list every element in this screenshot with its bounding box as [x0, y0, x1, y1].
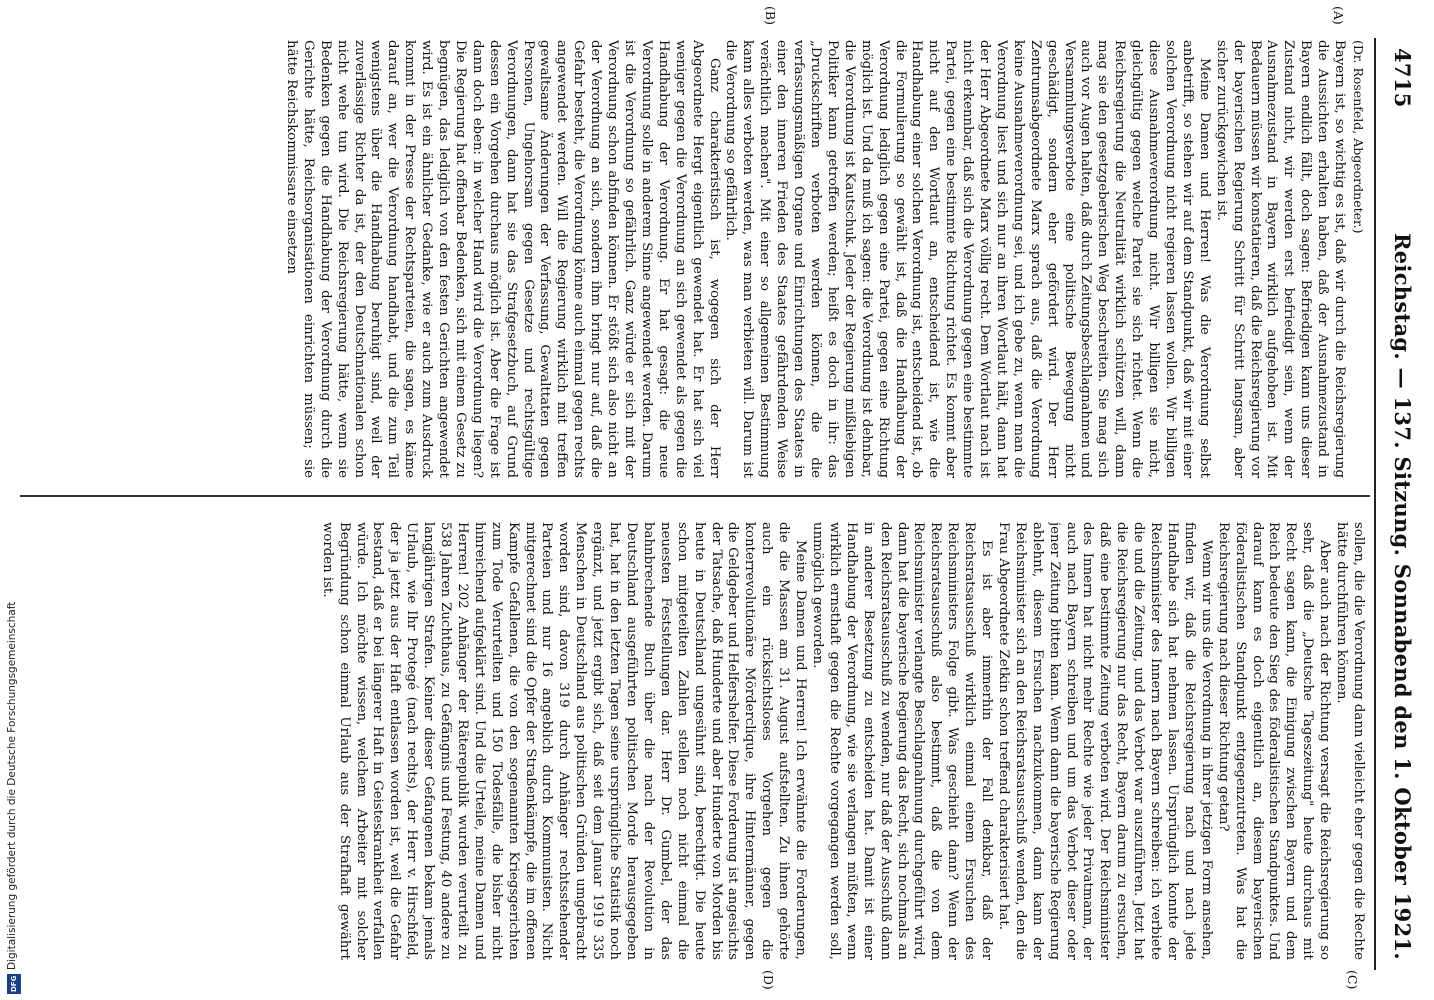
speaker-tag: (Dr. Rosenfeld, Abgeordneter.)	[1351, 40, 1366, 234]
paragraph: Aber auch nach der Richtung versagt die Reichsregierung so sehr, daß die „Deutsche Tageszeitung" heute durchaus mit Recht sagen kann, die Einigung zwischen Bayern und dem Reich bedeute den Sieg des föderalistischen Standpunktes. Und darauf kann es doch eigentlich an, diesem bayerischen föderalistischen Standpunkt entgegenzutreten. Was hat die Reichsregierung nach dieser Richtung getan?	[1215, 522, 1333, 960]
digitization-credit	[4, 0, 24, 1000]
paragraph: Meine Damen und Herren! Ich erwähnte die Forderungen, die die Massen am 31. August aufstellten. Zu ihnen gehörte auch ein rücksichtsloses Vorgehen gegen die konterrevolutionäre Mörderclique, ihre Hintermänner, gegen die Geldgeber und Helfershelfer. Diese Forderung ist angesichts der Tatsache, daß Hunderte und aber Hunderte von Morden bis heute in Deutschland ungesühnt sind, berechtigt. Die heute schon mitgeteilten Zahlen stellen noch nicht einmal die neuesten Feststellungen dar. Herr Dr. Gumbel, der das bahnbrechende Buch über die nach der Revolution in Deutschland ausgeführten politischen Morde herausgegeben hat, hat in den letzten Tagen seine ursprüngliche Statistik noch ergänzt, und jetzt ergibt sich, daß seit dem Januar 1919 335 Menschen in Deutschland aus politischen Gründen umgebracht worden sind, davon 319 durch Anhänger rechtsstehender Parteien und nur 16 angeblich durch Kommunisten. Nicht mitgerechnet sind die Opfer der Straßenkämpfe, die im offenen Kampfe Gefallenen, die von den sogenannten Kriegsgerichten zum Tode Verurteilten und 150 Todesfälle, die bisher nicht hinreichend aufgeklärt sind. Und die Urteile, meine Damen und Herren! 202 Anhänger der Räterepublik wurden verurteilt zu 538 Jahren Zuchthaus, zu Gefängnis und Festung, 40 andere zu langjährigen Strafen. Keiner dieser Gefangenen bekam jemals Urlaub, wie Ihr Protegé (nach rechts), der Herr v. Hirschfeld, der ja jetzt aus der Haft entlassen worden ist, weil die Gefahr bestand, daß er bei längerer Haft in Geisteskrankheit verfallen würde. Ich möchte wissen, welchem Arbeiter mit solcher Begründung schon einmal Urlaub aus der Strafhaft gewährt worden ist.	[319, 522, 809, 960]
left-column	[20, 40, 1366, 478]
margin-mark-c: (C)	[1345, 970, 1360, 990]
margin-mark-b: (B)	[763, 6, 778, 25]
margin-mark-a: (A)	[1331, 6, 1346, 25]
dfg-logo-icon: DFG	[7, 974, 21, 994]
paragraph: Bayern ist, so wichtig es ist, daß wir durch die Reichsregierung die Aussichten erhalten haben, daß der Ausnahmezustand in Bayern endlich fällt, doch sagen: Befriedigen kann uns dieser Zustand nicht, wir werden erst befriedigt sein, wenn der Ausnahmezustand in Bayern wirklich aufgehoben ist. Mit Bedauern müssen wir konstatieren, daß die Reichsregierung vor der bayerischen Regierung Schritt für Schritt langsam, aber sicher zurückgewichen ist.	[1213, 40, 1348, 478]
page-number: 4715	[1390, 48, 1416, 108]
paragraph: Es ist aber immerhin der Fall denkbar, daß der Reichsratsausschuß wirklich einmal einem Ersuchen des Reichsministers Folge gibt. Was geschieht dann? Wenn der Reichsratsausschuß also bestimmt, daß die von dem Reichsminister verlangte Beschlagnahmung durchgeführt wird, dann hat die bayerische Regierung das Recht, sich nochmals an den Reichsratsausschuß zu wenden, nur daß der Ausschuß dann in anderer Besetzung zu entscheiden hat. Damit ist einer Handhabung der Verordnung, wie sie verlangen müßten, wenn wirklich ernsthaft gegen die Rechte vorgegangen werden soll, unmöglich geworden.	[810, 522, 995, 960]
paragraph: Ganz charakteristisch ist, wogegen sich der Herr Abgeordnete Hergt eigentlich gewendet hat. Er hat sich viel weniger gegen die Verordnung an sich gewendet als gegen die Handhabung der Verordnung. Er hat gesagt: die neue Verordnung solle in anderem Sinne angewendet werden. Darum ist die Verordnung so gefährlich. Ganz würde er sich mit der Verordnung schon abfinden können. Er stößt sich also nicht an der Verordnung an sich, sondern ihm bringt nur auf, daß die Gefahr besteht, die Verordnung könne auch einmal gegen rechts angewendet werden. Will die Regierung wirklich mit treffen gewaltsame Änderungen der Verfassung, Gewalttaten gegen Personen, Ungehorsam gegen Gesetze und rechtsgültige Verordnungen, dann hat sie das Strafgesetzbuch, auf Grund dessen ein Vorgehen durchaus möglich ist. Aber die Frage ist dann doch eben: in welcher Hand wird die Verordnung liegen? Die Regierung hat offenbar Bedenken, sich mit einem Gesetz zu begnügen, das lediglich von den festen Gerichten angewendet wird. Es ist ein ähnlicher Gedanke, wie er auch zum Ausdruck kommt in der Presse der Rechtsparteien, die sagen, es käme darauf an, wer die Verordnung handhabt, und die zum Teil wenigstens über die Handhabung beruhigt sind, weil der zuverlässige Richter da ist, der den Deutschnationalen schon nicht wehe tun wird. Die Reichsregierung hätte, wenn sie Bedenken gegen die Handhabung der Verordnung durch die Gerichte hätte, Reichsorganisationen einrichten müssen; sie hätte Reichskommissare einsetzen	[283, 40, 722, 478]
margin-mark-d: (D)	[761, 970, 776, 990]
page-title: Reichstag. — 137. Sitzung. Sonnabend den 1. Oktober 1921.	[1390, 233, 1416, 960]
running-header	[1380, 48, 1426, 960]
paragraph: sollen, die die Verordnung dann vielleicht eher gegen die Rechte hätte durchführen können.	[1334, 522, 1366, 960]
paragraph: Wenn wir uns die Verordnung in ihrer jetzigen Form ansehen, finden wir, daß die Reichsregierung nach und nach jede Handhabe sich hat nehmen lassen. Ursprünglich konnte der Reichsminister des Innern nach Bayern schreiben: ich verbiete die und die Zeitung, und das Verbot war auszuführen. Jetzt hat die Reichsregierung nur das Recht, Bayern darum zu ersuchen, daß eine bestimmte Zeitung verboten wird. Der Reichsminister des Innern hat nicht mehr Rechte wie jeder Privatmann, der auch nach Bayern schreiben und um das Verbot dieser oder jener Zeitung bitten kann. Wenn dann die bayerische Regierung ablehnt, diesem Ersuchen nachzukommen, dann kann der Reichsminister sich an den Reichsratsausschuß wenden, den die Frau Abgeordnete Zetkin schon treffend charakterisiert hat.	[995, 522, 1214, 960]
right-column	[20, 522, 1366, 960]
column-rule	[20, 495, 1370, 497]
paragraph: Meine Damen und Herren! Was die Verordnung selbst anbetrifft, so stehen wir auf dem Standpunkt, daß wir mit einer solchen Verordnung nicht regieren lassen wollen. Wir billigen diese Ausnahmeverordnung nicht. Wir billigen sie nicht, gleichgültig gegen welche Partei sie sich richtet. Wenn die Reichsregierung die Neutralität wirklich schützen will, dann mag sie den gesetzgeberischen Weg beschreiten. Sie mag sich auch vor Augen halten, daß durch Zeitungsbeschlagnahmen und Versammlungsverbote eine politische Bewegung nicht geschädigt, sondern eher gefördert wird. Der Herr Zentrumsabgeordnete Marx sprach aus, daß die Verordnung keine Ausnahmeverordnung sei, und ich gebe zu, wenn man die Verordnung liest und sich nur an ihren Wortlaut hält, dann hat der Herr Abgeordnete Marx völlig recht. Dem Wortlaut nach ist nicht erkennbar, daß sich die Verordnung gegen eine bestimmte Partei, gegen eine bestimmte Richtung richtet. Es kommt aber nicht auf den Wortlaut an, entscheidend ist, wie die Handhabung einer solchen Verordnung ist, entscheidend ist, ob die Formulierung so gewählt ist, daß die Handhabung der Verordnung lediglich gegen eine Partei, gegen eine Richtung möglich ist. Und da muß ich sagen: die Verordnung ist dehnbar, die Verordnung ist Kautschuk. Jeder der Regierung mißliebigen Politiker kann getroffen werden; heißt es doch in ihr: das „Druckschriften verboten werden können, die die verfassungsmäßigen Organe und Einrichtungen des Staates in einer den inneren Frieden des Staates gefährdenden Weise verächtlich machen". Mit einer so allgemeinen Bestimmung kann alles verboten werden, was man verbieten will. Darum ist die Verordnung so gefährlich.	[723, 40, 1212, 478]
credit-text: Digitalisierung gefördert durch die Deutsche Forschungsgemeinschaft	[6, 601, 18, 970]
header-rule	[1374, 38, 1376, 970]
